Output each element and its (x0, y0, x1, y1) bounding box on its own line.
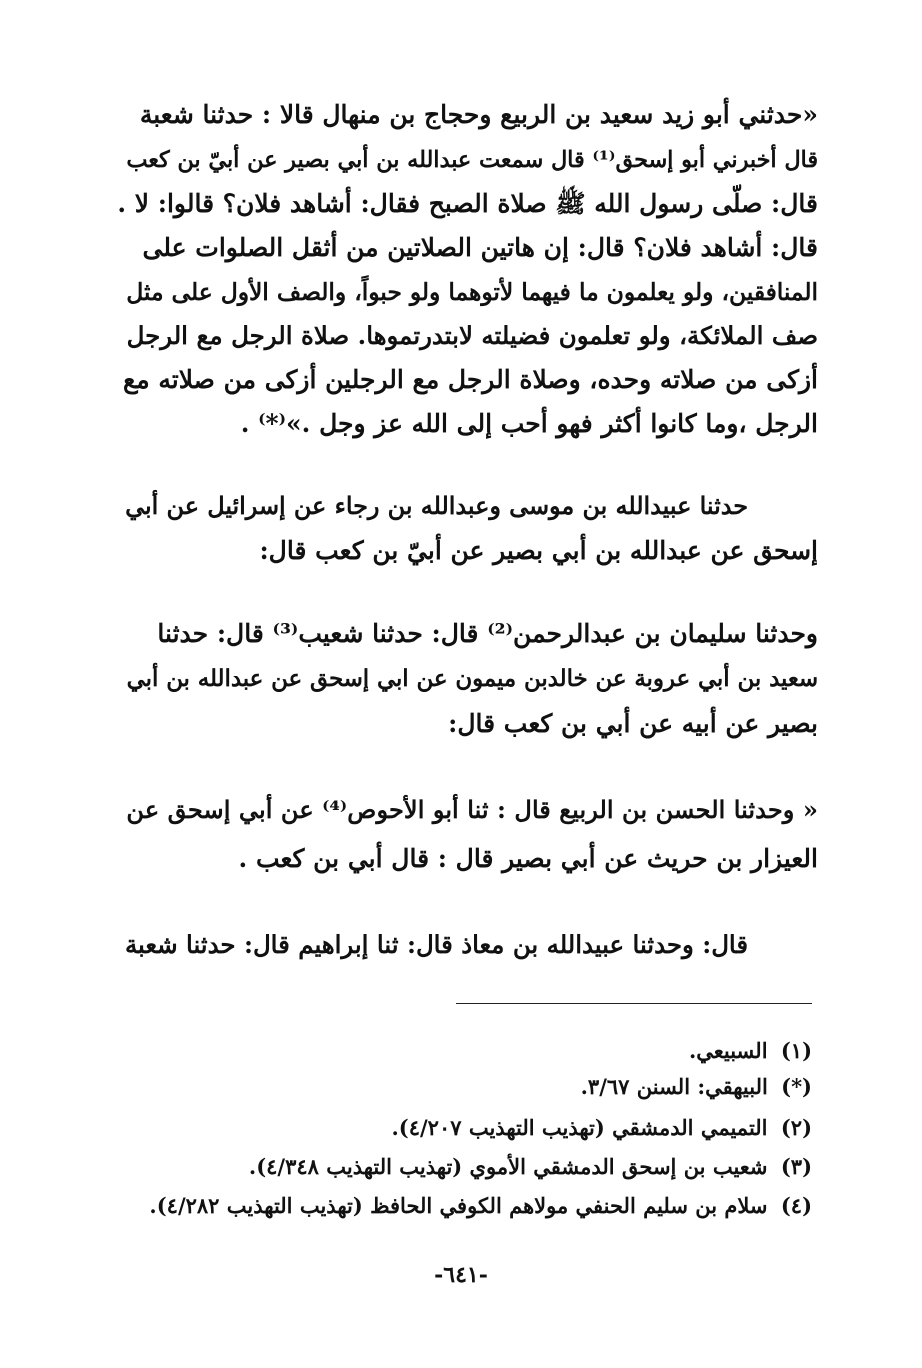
footnote-text: سلام بن سليم الحنفي مولاهم الكوفي الحافظ (تهذيب التهذيب ٤/٢٨٢). (149, 1193, 768, 1218)
text-line: قال أخبرني أبو إسحق⁽¹⁾ قال سمعت عبدالله بن أبي بصير عن أبيّ بن كعب (126, 147, 818, 173)
footnote-text: شعيب بن إسحق الدمشقي الأموي (تهذيب التهذيب ٤/٣٤٨). (248, 1154, 768, 1179)
footnote-text: التميمي الدمشقي (تهذيب التهذيب ٤/٢٠٧). (391, 1115, 768, 1140)
text-line: أزكى من صلاته وحده، وصلاة الرجل مع الرجلين أزكى من صلاته مع (122, 365, 818, 394)
footnote-marker: (٢) (780, 1115, 812, 1140)
text-line: قال: أشاهد فلان؟ قال: إن هاتين الصلاتين من أثقل الصلوات على (142, 233, 818, 262)
footnote-text: البيهقي: السنن ٣/٦٧. (580, 1074, 768, 1099)
text-line: وحدثنا سليمان بن عبدالرحمن⁽²⁾ قال: حدثنا شعيب⁽³⁾ قال: حدثنا (157, 619, 818, 648)
footnote-separator (456, 1003, 812, 1004)
footnote-2 (391, 1114, 812, 1142)
text-line: حدثنا عبيدالله بن موسى وعبدالله بن رجاء عن إسرائيل عن أبي (125, 492, 748, 520)
text-line: قال: وحدثنا عبيدالله بن معاذ قال: ثنا إبراهيم قال: حدثنا شعبة (124, 930, 748, 959)
footnote-marker: (٤) (780, 1193, 812, 1218)
text-line: العيزار بن حريث عن أبي بصير قال : قال أبي بن كعب . (238, 844, 818, 873)
footnote-text: السبيعي. (688, 1038, 768, 1063)
footnote-marker: (*) (781, 1074, 812, 1099)
text-line: المنافقين، ولو يعلمون ما فيهما لأتوهما ولو حبواً، والصف الأول على مثل (126, 278, 818, 306)
footnote-1 (689, 1037, 812, 1065)
page-number: -٦٤١- (434, 1262, 488, 1288)
text-line: بصير عن أبيه عن أبي بن كعب قال: (448, 709, 818, 738)
text-line: « وحدثنا الحسن بن الربيع قال : ثنا أبو الأحوص⁽⁴⁾ عن أبي إسحق عن (126, 795, 818, 824)
footnote-4 (149, 1192, 812, 1220)
text-line: «حدثني أبو زيد سعيد بن الربيع وحجاج بن منهال قالا : حدثنا شعبة (139, 100, 818, 129)
footnote-marker: (٣) (780, 1154, 812, 1179)
text-line: الرجل ،وما كانوا أكثر فهو أحب إلى الله عز وجل .»⁽*⁾ . (240, 409, 818, 438)
footnote-3 (249, 1153, 812, 1181)
footnote-marker: (١) (780, 1038, 812, 1063)
text-line: قال: صلّى رسول الله ﷺ صلاة الصبح فقال: أشاهد فلان؟ قالوا: لا . (117, 189, 818, 218)
text-line: سعيد بن أبي عروبة عن خالدبن ميمون عن ابي إسحق عن عبدالله بن أبي (126, 666, 818, 692)
footnote-star (581, 1073, 812, 1101)
text-line: إسحق عن عبدالله بن أبي بصير عن أبيّ بن كعب قال: (259, 536, 818, 565)
text-line: صف الملائكة، ولو تعلمون فضيلته لابتدرتموها. صلاة الرجل مع الرجل (126, 321, 818, 350)
